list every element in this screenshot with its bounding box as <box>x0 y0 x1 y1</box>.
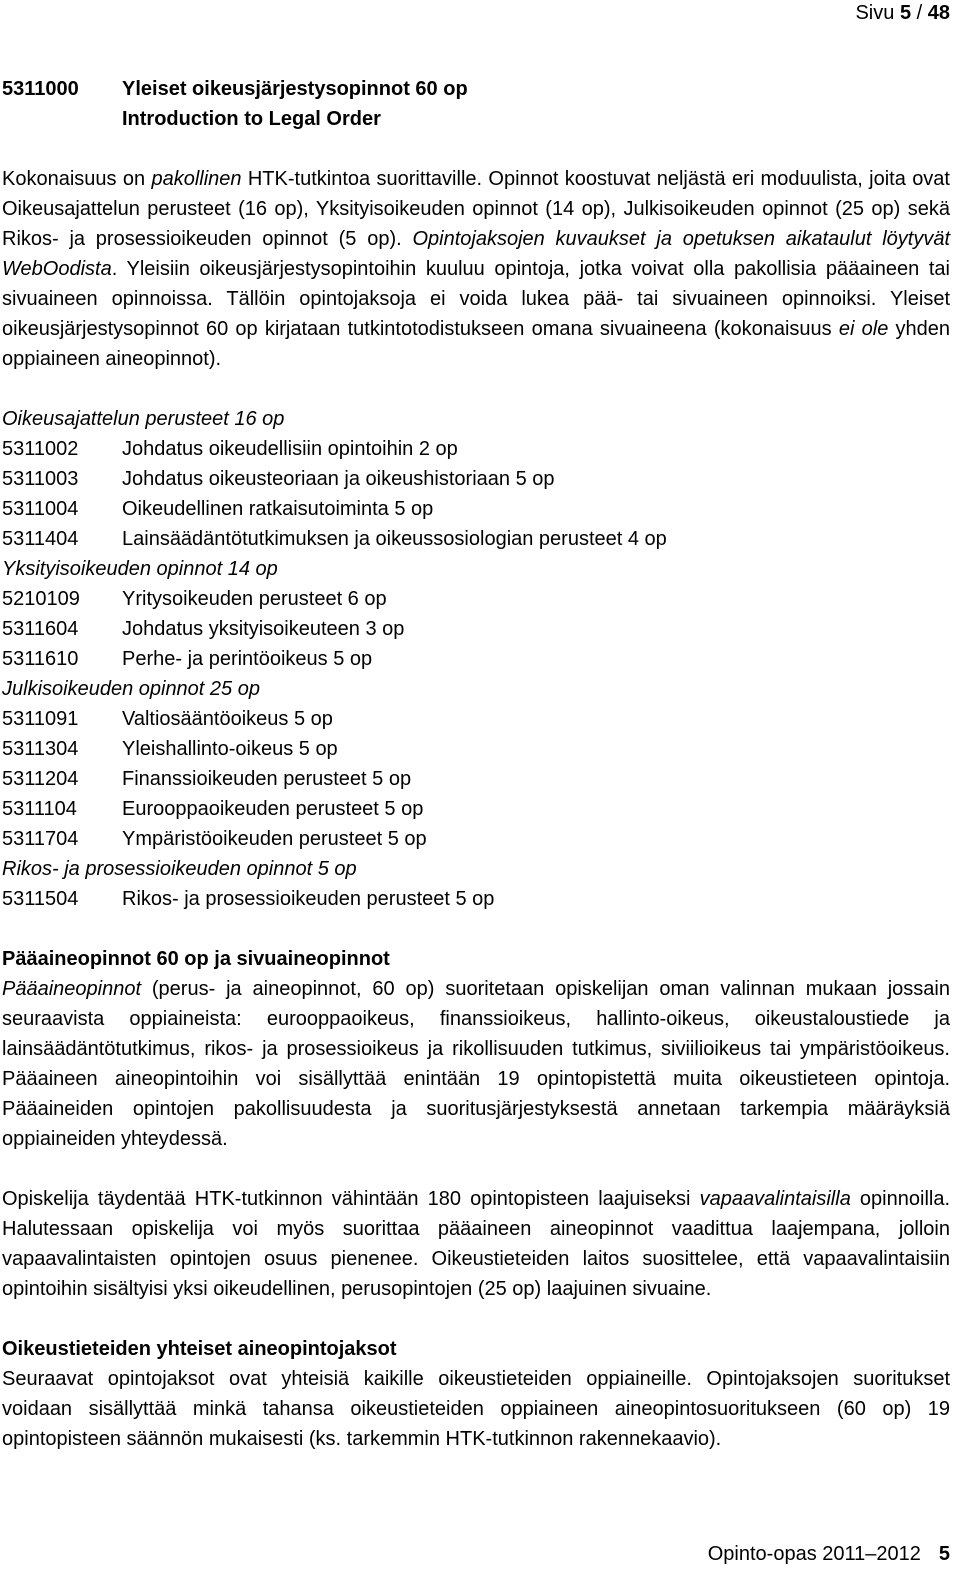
course-row <box>2 884 950 914</box>
spacer <box>2 134 950 164</box>
guide-title: Opinto-opas 2011–2012 <box>707 1543 921 1565</box>
page-footer <box>708 1543 950 1566</box>
intro-emphasis: pakollinen <box>151 168 242 190</box>
course-row-code: 5311504 <box>2 888 79 910</box>
course-row-name: Yleishallinto-oikeus 5 op <box>122 738 338 760</box>
course-row-name: Perhe- ja perintöoikeus 5 op <box>122 648 373 670</box>
elective-emphasis: vapaavalintaisilla <box>699 1188 851 1210</box>
intro-text: Kokonaisuus on <box>2 168 152 190</box>
course-row-name: Finanssioikeuden perusteet 5 op <box>122 768 412 790</box>
course-row <box>2 764 950 794</box>
course-row-name: Valtiosääntöoikeus 5 op <box>122 708 333 730</box>
spacer <box>2 1304 950 1334</box>
course-row-code: 5311104 <box>2 798 77 820</box>
course-row-code: 5311204 <box>2 768 79 790</box>
course-row-name: Johdatus yksityisoikeuteen 3 op <box>122 618 405 640</box>
page-total: 48 <box>927 2 950 24</box>
course-row-name: Yritysoikeuden perusteet 6 op <box>122 588 387 610</box>
major-heading: Pääaineopinnot 60 op ja sivuaineopinnot <box>2 948 390 970</box>
major-paragraph <box>2 974 950 1154</box>
module-title: Oikeusajattelun perusteet 16 op <box>2 408 285 430</box>
page-label: Sivu <box>855 2 895 24</box>
course-row-code: 5311304 <box>2 738 79 760</box>
course-row-code: 5311404 <box>2 528 79 550</box>
course-row <box>2 584 950 614</box>
course-title-block <box>2 74 950 134</box>
common-heading: Oikeustieteiden yhteiset aineopintojaksot <box>2 1338 397 1360</box>
course-row-code: 5210109 <box>2 588 80 610</box>
course-row-name: Eurooppaoikeuden perusteet 5 op <box>122 798 424 820</box>
intro-weboodi-note: Opintojaksojen kuvaukset ja opetuksen aikataulut löytyvät WebOodista <box>2 228 950 280</box>
course-row-name: Johdatus oikeudellisiin opintoihin 2 op <box>122 438 458 460</box>
course-row <box>2 434 950 464</box>
course-row-code: 5311003 <box>2 468 79 490</box>
intro-emphasis: ei ole <box>838 318 889 340</box>
footer-page-number: 5 <box>938 1543 950 1565</box>
spacer <box>2 914 950 944</box>
course-row <box>2 824 950 854</box>
module-title: Julkisoikeuden opinnot 25 op <box>2 678 260 700</box>
course-row <box>2 524 950 554</box>
course-row-name: Rikos- ja prosessioikeuden perusteet 5 op <box>122 888 495 910</box>
course-row <box>2 734 950 764</box>
course-row-name: Ympäristöoikeuden perusteet 5 op <box>122 828 427 850</box>
course-code: 5311000 <box>2 78 79 100</box>
course-row-name: Oikeudellinen ratkaisutoiminta 5 op <box>122 498 434 520</box>
elective-paragraph <box>2 1184 950 1304</box>
course-row-code: 5311604 <box>2 618 79 640</box>
course-row-code: 5311704 <box>2 828 79 850</box>
module-title: Yksityisoikeuden opinnot 14 op <box>2 558 278 580</box>
common-paragraph: Seuraavat opintojaksot ovat yhteisiä kaikille oikeustieteiden oppiaineille. Opintojaksojen suoritukset voidaan sisällyttää minkä tahansa oikeustieteiden oppiaineen aineopintosuoritukseen (60 op) 19 opintopisteen säännön mukaisesti (ks. tarkemmin HTK-tutkinnon rakennekaavio). <box>2 1368 950 1450</box>
module-list <box>2 404 950 914</box>
intro-text: HTK-tutkintoa suorittaville. Opinnot koostuvat neljästä eri moduulista, joita ovat Oikeusajattelun perusteet (16 op), Yksityisoikeuden opinnot (14 op), Julkisoikeuden opinnot (25 op) sekä Rikos- ja prosessioikeuden opinnot (5 op). <box>2 168 950 250</box>
course-row-code: 5311002 <box>2 438 79 460</box>
course-titles <box>122 74 468 134</box>
course-row <box>2 644 950 674</box>
document-body <box>2 74 950 1454</box>
course-row-name: Lainsäädäntötutkimuksen ja oikeussosiologian perusteet 4 op <box>122 528 667 550</box>
intro-paragraph <box>2 164 950 374</box>
course-row-name: Johdatus oikeusteoriaan ja oikeushistoriaan 5 op <box>122 468 555 490</box>
course-row <box>2 494 950 524</box>
elective-text: opinnoilla. Halutessaan opiskelija voi myös suorittaa pääaineen aineopinnot vaadittua laajempana, jolloin vapaavalintaisten opintojen osuus pienenee. Oikeustieteiden laitos suosittelee, että vapaavalintaisiin opintoihin sisältyisi yksi oikeudellinen, perusopintojen (25 op) laajuinen sivuaine. <box>2 1188 951 1300</box>
page-number <box>855 2 950 25</box>
intro-text: yhden oppiaineen aineopinnot). <box>2 318 951 370</box>
course-title-en: Introduction to Legal Order <box>122 108 381 130</box>
course-row <box>2 704 950 734</box>
page-current: 5 <box>899 2 912 24</box>
course-title-fi: Yleiset oikeusjärjestysopinnot 60 op <box>122 78 468 100</box>
major-emphasis: Pääaineopinnot <box>2 978 142 1000</box>
course-row-code: 5311610 <box>2 648 79 670</box>
course-row-code: 5311004 <box>2 498 79 520</box>
course-row <box>2 794 950 824</box>
spacer <box>2 374 950 404</box>
course-row-code: 5311091 <box>2 708 79 730</box>
course-row <box>2 464 950 494</box>
elective-text: Opiskelija täydentää HTK-tutkinnon vähintään 180 opintopisteen laajuiseksi <box>2 1188 700 1210</box>
spacer <box>2 1154 950 1184</box>
page-separator: / <box>916 2 923 24</box>
major-text: (perus- ja aineopinnot, 60 op) suoritetaan opiskelijan oman valinnan mukaan jossain seuraavista oppiaineista: eurooppaoikeus, finanssioikeus, hallinto-oikeus, oikeustaloustiede ja lainsäädäntötutkimus, rikos- ja prosessioikeus ja rikollisuuden tutkimus, siviilioikeus tai ympäristöoikeus. Pääaineen aineopintoihin voi sisällyttää enintään 19 opintopistettä muita oikeustieteen opintoja. Pääaineiden opintojen pakollisuudesta ja suoritusjärjestyksestä annetaan tarkempia määräyksiä oppiaineiden yhteydessä. <box>2 978 950 1150</box>
course-row <box>2 614 950 644</box>
intro-text: . Yleisiin oikeusjärjestysopintoihin kuuluu opintoja, jotka voivat olla pakollisia pääaineen tai sivuaineen opinnoissa. Tällöin opintojaksoja ei voida lukea pää- tai sivuaineen opinnoiksi. Yleiset oikeusjärjestysopinnot 60 op kirjataan tutkintotodistukseen omana sivuaineena (kokonaisuus <box>2 258 950 340</box>
module-title: Rikos- ja prosessioikeuden opinnot 5 op <box>2 858 357 880</box>
